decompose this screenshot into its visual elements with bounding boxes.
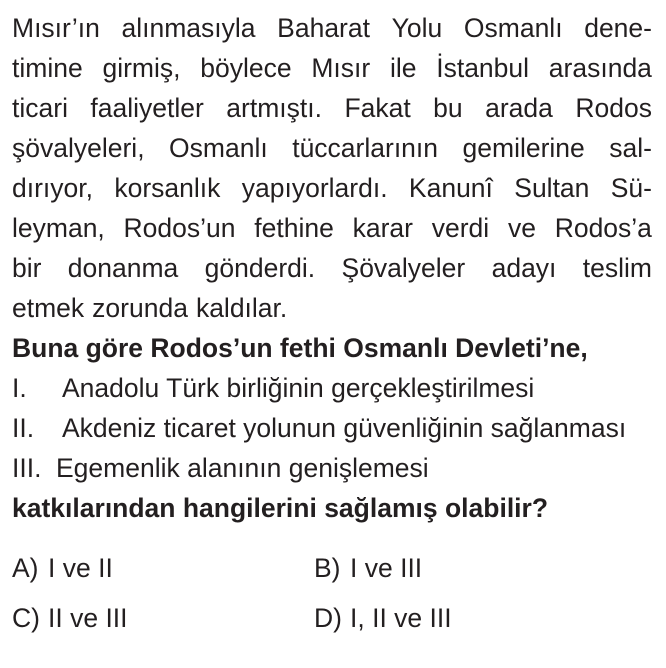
passage-word: Fakat	[344, 93, 411, 123]
statement-text: Anadolu Türk birliğinin gerçekleştirilmesi	[62, 373, 535, 403]
passage-word: şövalyeleri,	[12, 133, 145, 163]
statement-number: I.	[12, 373, 27, 403]
passage-word: Rodos’un	[123, 213, 236, 243]
choice-letter: C)	[12, 603, 40, 633]
passage-word: Mısır’ın	[12, 13, 100, 43]
passage-word: İstanbul	[436, 53, 530, 83]
choice-letter: D)	[314, 603, 342, 633]
passage-line	[12, 128, 652, 168]
passage-word: Kanunî	[408, 173, 493, 203]
passage-word: adayı	[491, 253, 557, 283]
passage-word: ve	[507, 213, 536, 243]
passage-word: Osmanlı	[463, 13, 563, 43]
passage-word: sal-	[609, 133, 652, 163]
passage-word: Rodos’a	[554, 213, 652, 243]
statement-text: Akdeniz ticaret yolunun güvenliğinin sağlanması	[62, 413, 627, 443]
passage-line	[12, 288, 652, 328]
passage-word: gönderdi.	[204, 253, 316, 283]
passage-word: verdi	[431, 213, 490, 243]
passage-word: Osmanlı	[169, 133, 268, 163]
passage-word: ile	[389, 53, 417, 83]
passage-word: arada	[485, 93, 553, 123]
passage-line	[12, 48, 652, 88]
passage-word: leyman,	[12, 213, 105, 243]
passage-word: gemilerine	[462, 133, 585, 163]
statement-number: II.	[12, 413, 35, 443]
choice-text: I ve II	[48, 553, 113, 583]
passage-word: artmıştı.	[226, 93, 322, 123]
passage-word: Rodos	[575, 93, 652, 123]
statement-3	[12, 448, 429, 488]
passage-line	[12, 168, 652, 208]
passage-word: dene-	[584, 13, 652, 43]
passage-word: arasında	[548, 53, 652, 83]
passage-line	[12, 208, 652, 248]
statement-2	[12, 408, 626, 448]
passage-word: etmek	[12, 293, 85, 323]
passage-line	[12, 8, 652, 48]
choice-c[interactable]	[12, 598, 128, 638]
choice-b[interactable]	[314, 548, 422, 588]
choice-d[interactable]	[314, 598, 452, 638]
choice-letter: B)	[314, 553, 341, 583]
passage-word: teslim	[582, 253, 652, 283]
statement-number: III.	[12, 453, 42, 483]
passage-word: yapıyorlardı.	[241, 173, 388, 203]
passage-word: karar	[352, 213, 413, 243]
passage-word: dırıyor,	[12, 173, 94, 203]
passage-word: alınmasıyla	[121, 13, 256, 43]
statement-text: Egemenlik alanının genişlemesi	[56, 453, 429, 483]
passage-word: Sultan	[514, 173, 590, 203]
choice-letter: A)	[12, 553, 39, 583]
passage-word: Mısır	[311, 53, 371, 83]
passage-line	[12, 88, 652, 128]
passage-word: zorunda	[92, 293, 188, 323]
passage-word: Şövalyeler	[341, 253, 466, 283]
question-end: katkılarından hangilerini sağlamış olabilir?	[12, 493, 549, 523]
choice-text: II ve III	[48, 603, 128, 633]
passage-word: donanma	[67, 253, 179, 283]
passage-word: fethine	[254, 213, 334, 243]
passage-word: Sü-	[610, 173, 652, 203]
passage-word: faaliyetler	[90, 93, 204, 123]
choice-a[interactable]	[12, 548, 113, 588]
question-stem: Buna göre Rodos’un fethi Osmanlı Devleti’ne,	[12, 333, 588, 363]
statement-1	[12, 368, 534, 408]
passage-word: kaldılar.	[195, 293, 288, 323]
passage-word: Baharat	[277, 13, 370, 43]
passage-word: bu	[433, 93, 463, 123]
passage-word: ticari	[12, 93, 68, 123]
passage-word: böylece	[200, 53, 292, 83]
passage-word: bir	[12, 253, 42, 283]
passage-word: girmiş,	[102, 53, 181, 83]
passage-word: timine	[12, 53, 83, 83]
choice-text: I ve III	[350, 553, 423, 583]
passage-word: Yolu	[391, 13, 443, 43]
passage-word: korsanlık	[114, 173, 221, 203]
choice-text: I, II ve III	[350, 603, 452, 633]
passage-line	[12, 248, 652, 288]
passage-word: tüccarlarının	[292, 133, 439, 163]
